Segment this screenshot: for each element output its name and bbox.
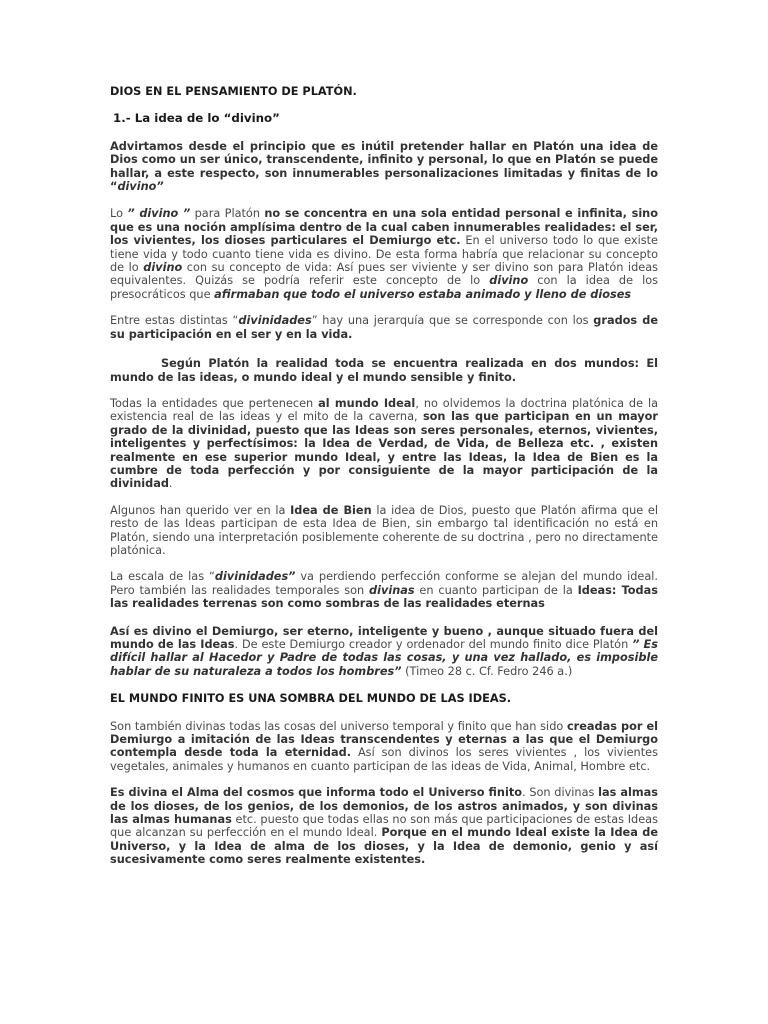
section-heading-2: EL MUNDO FINITO ES UNA SOMBRA DEL MUNDO DE LAS IDEAS.: [110, 692, 512, 706]
paragraph-7: La escala de las “divinidades” va perdiendo perfección conforme se alejan del mundo ideal. Pero también las realidades temporales son divinas en cuanto participan de la Ideas: Todas las realidades terrenas son como sombras de las realidades eternas: [110, 570, 658, 611]
document-title: DIOS EN EL PENSAMIENTO DE PLATÓN.: [110, 85, 357, 98]
paragraph-1: Advirtamos desde el principio que es inútil pretender hallar en Platón una idea de Dios como un ser único, transcendente, infinito y personal, lo que en Platón se puede hallar, a este respecto, son innumerables personalizaciones limitadas y finitas de lo “divino”: [110, 139, 658, 194]
section-heading: 1.- La idea de lo “divino”: [113, 111, 280, 126]
paragraph-9: Son también divinas todas las cosas del universo temporal y finito que han sido creadas por el Demiurgo a imitación de las Ideas transcendentes y eternas a las que el Demiurgo contempla desde toda la eternidad. Así son divinos los seres vivientes , los vivientes vegetales, animales y humanos en cuanto participan de las ideas de Vida, Animal, Hombre etc.: [110, 719, 658, 773]
paragraph-2: Lo ” divino ” para Platón no se concentra en una sola entidad personal e infinita, sino que es una noción amplísima dentro de la cual caben innumerables realidades: el ser, los vivientes, los dioses particulares el Demiurgo etc. En el universo todo lo que existe tiene vida y todo cuanto tiene vida es divino. De esta forma habría que relacionar su concepto de lo divino con su concepto de vida: Así pues ser viviente y ser divino son para Platón ideas equivalentes. Quizás se podría referir este concepto de lo divino con la idea de los presocráticos que afirmaban que todo el universo estaba animado y lleno de dioses: [110, 207, 658, 301]
paragraph-6: Algunos han querido ver en la Idea de Bien la idea de Dios, puesto que Platón afirma que el resto de las Ideas participan de esta Idea de Bien, sin embargo tal identificación no está en Platón, siendo una interpretación posiblemente coherente de su doctrina , pero no directamente platónica.: [110, 503, 658, 557]
paragraph-4: Según Platón la realidad toda se encuentra realizada en dos mundos: El mundo de las ideas, o mundo ideal y el mundo sensible y finito.: [110, 357, 658, 384]
document-body: [110, 85, 658, 867]
paragraph-3: Entre estas distintas “divinidades” hay una jerarquía que se corresponde con los grados de su participación en el ser y en la vida.: [110, 314, 658, 341]
paragraph-8: Así es divino el Demiurgo, ser eterno, inteligente y bueno , aunque situado fuera del mundo de las Ideas. De este Demiurgo creador y ordenador del mundo finito dice Platón ” Es difícil hallar al Hacedor y Padre de todas las cosas, y una vez hallado, es imposible hablar de su naturaleza a todos los hombres” (Timeo 28 c. Cf. Fedro 246 a.): [110, 624, 658, 678]
paragraph-10: Es divina el Alma del cosmos que informa todo el Universo finito. Son divinas las almas de los dioses, de los genios, de los demonios, de los astros animados, y son divinas las almas humanas etc. puesto que todas ellas no son más que participaciones de estas Ideas que alcanzan su perfección en el mundo Ideal. Porque en el mundo Ideal existe la Idea de Universo, y la Idea de alma de los dioses, y la Idea de demonio, genio y así sucesivamente como seres realmente existentes.: [110, 786, 658, 867]
paragraph-5: Todas la entidades que pertenecen al mundo Ideal, no olvidemos la doctrina platónica de la existencia real de las ideas y el mito de la caverna, son las que participan en un mayor grado de la divinidad, puesto que las Ideas son seres personales, eternos, vivientes, inteligentes y perfectísimos: la Idea de Verdad, de Vida, de Belleza etc. , existen realmente en ese superior mundo Ideal, y entre las Ideas, la Idea de Bien es la cumbre de toda perfección y por consiguiente de la mayor participación de la divinidad.: [110, 396, 659, 491]
